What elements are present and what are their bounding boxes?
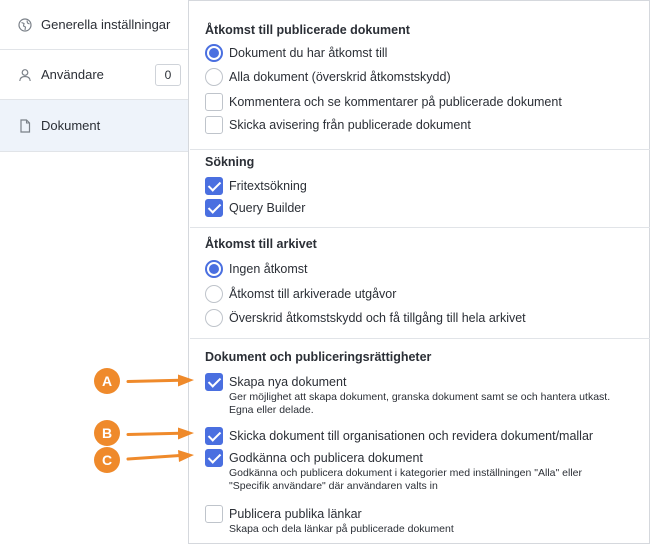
option-description: Godkänna och publicera dokument i kategorier med inställningen "Alla" eller "Specifik användare" där användaren valts in — [229, 467, 582, 492]
radio-button[interactable] — [205, 260, 223, 278]
radio-button[interactable] — [205, 44, 223, 62]
section-divider — [190, 227, 650, 228]
option-fulltext-search[interactable] — [205, 176, 307, 196]
checkbox[interactable] — [205, 373, 223, 391]
checkbox[interactable] — [205, 177, 223, 195]
section-title-published: Åtkomst till publicerade dokument — [205, 23, 410, 37]
radio-button[interactable] — [205, 68, 223, 86]
globe-icon — [18, 18, 32, 32]
option-label: Skapa nya dokument — [229, 375, 347, 389]
option-label: Åtkomst till arkiverade utgåvor — [229, 287, 397, 301]
option-description: Skapa och dela länkar på publicerade dokument — [229, 523, 454, 535]
sidebar-item-general[interactable] — [0, 0, 188, 50]
option-label: Fritextsökning — [229, 179, 307, 193]
section-title-archive: Åtkomst till arkivet — [205, 237, 317, 251]
annotation-marker-b: B — [94, 420, 120, 446]
sidebar-item-label: Användare — [41, 67, 104, 82]
checkbox[interactable] — [205, 116, 223, 134]
arrow-right-icon — [126, 374, 196, 388]
option-label: Alla dokument (överskrid åtkomstskydd) — [229, 70, 451, 84]
option-label: Skicka avisering från publicerade dokument — [229, 118, 471, 132]
option-label: Skicka dokument till organisationen och revidera dokument/mallar — [229, 429, 594, 443]
sidebar-item-label: Generella inställningar — [41, 17, 171, 32]
section-title-search: Sökning — [205, 155, 255, 169]
option-create-documents[interactable] — [205, 372, 347, 392]
option-label: Ingen åtkomst — [229, 262, 308, 276]
option-no-access[interactable] — [205, 259, 308, 279]
document-icon — [18, 119, 32, 133]
checkbox[interactable] — [205, 505, 223, 523]
radio-button[interactable] — [205, 309, 223, 327]
user-count-badge: 0 — [155, 64, 181, 86]
annotation-marker-c: C — [94, 447, 120, 473]
annotation-marker-a: A — [94, 368, 120, 394]
arrow-right-icon — [126, 427, 196, 441]
option-accessible-documents[interactable] — [205, 43, 388, 63]
sidebar-item-label: Dokument — [41, 118, 101, 133]
option-description: Ger möjlighet att skapa dokument, granska dokument samt se och hantera utkast. Egna eller delade. — [229, 391, 611, 416]
option-label: Dokument du har åtkomst till — [229, 46, 388, 60]
option-label: Query Builder — [229, 201, 306, 215]
option-all-documents[interactable] — [205, 67, 451, 87]
checkbox[interactable] — [205, 93, 223, 111]
checkbox[interactable] — [205, 449, 223, 467]
option-approve-publish[interactable] — [205, 448, 423, 468]
option-label: Kommentera och se kommentarer på publicerade dokument — [229, 95, 562, 109]
option-label: Godkänna och publicera dokument — [229, 451, 423, 465]
user-icon — [18, 68, 32, 82]
checkbox[interactable] — [205, 199, 223, 217]
option-full-archive[interactable] — [205, 308, 526, 328]
option-send-to-organization[interactable] — [205, 426, 594, 446]
option-query-builder[interactable] — [205, 198, 306, 218]
option-label: Överskrid åtkomstskydd och få tillgång till hela arkivet — [229, 311, 526, 325]
checkbox[interactable] — [205, 427, 223, 445]
section-divider — [190, 149, 650, 150]
option-archived-editions[interactable] — [205, 284, 397, 304]
option-send-notification[interactable] — [205, 115, 471, 135]
arrow-right-icon — [126, 450, 196, 464]
section-title-rights: Dokument och publiceringsrättigheter — [205, 350, 432, 364]
sidebar-item-documents[interactable] — [0, 100, 188, 152]
sidebar-item-users[interactable] — [0, 50, 188, 100]
radio-button[interactable] — [205, 285, 223, 303]
option-label: Publicera publika länkar — [229, 507, 362, 521]
section-divider — [190, 338, 650, 339]
option-comment-published[interactable] — [205, 92, 562, 112]
option-public-links[interactable] — [205, 504, 362, 524]
